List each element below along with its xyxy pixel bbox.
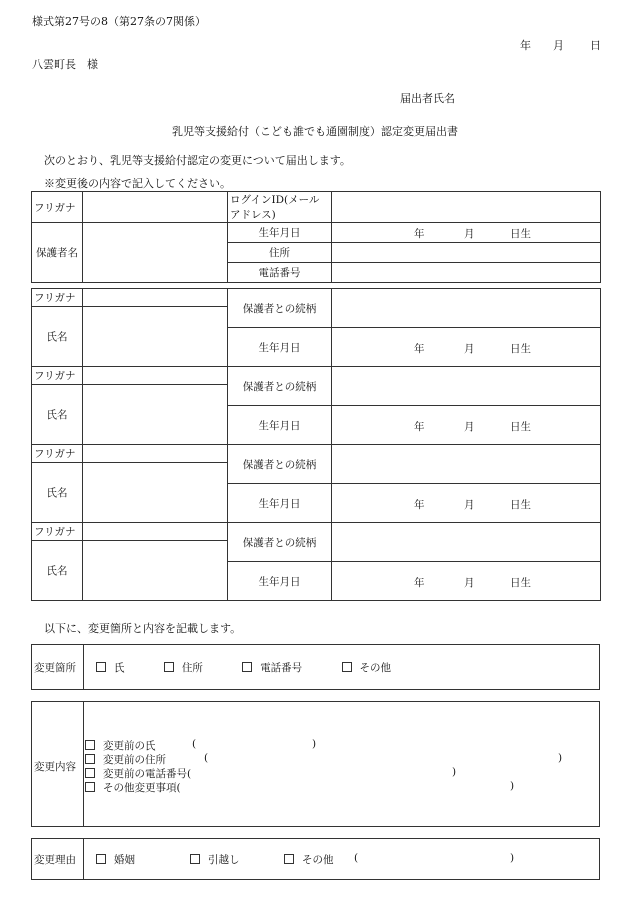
paren-open: (: [204, 752, 209, 764]
child-dob-day: 日生: [510, 499, 531, 511]
login-id-label: ログインID(メールアドレス): [228, 192, 332, 223]
reason-option-other[interactable]: その他: [284, 852, 334, 867]
checkbox-icon[interactable]: [85, 782, 95, 792]
child-furigana-field[interactable]: [83, 289, 228, 307]
checkbox-icon[interactable]: [342, 662, 352, 672]
child-dob-field[interactable]: [332, 406, 601, 445]
change-section-options: [96, 660, 427, 675]
child-dob-month: 月: [464, 577, 475, 589]
guardian-address-field[interactable]: [332, 243, 601, 263]
child-dob-year: 年: [414, 577, 425, 589]
guardian-furigana-field[interactable]: [83, 192, 228, 223]
child-dob-label: 生年月日: [228, 484, 332, 523]
child-dob-field[interactable]: [332, 484, 601, 523]
child-dob-month: 月: [464, 343, 475, 355]
child-relation-label: 保護者との続柄: [228, 523, 332, 562]
reason-option-move[interactable]: 引越し: [190, 852, 240, 867]
guardian-furigana-label: フリガナ: [32, 192, 83, 223]
child-dob-month: 月: [464, 421, 475, 433]
child-furigana-label: フリガナ: [32, 523, 83, 541]
checkbox-icon[interactable]: [190, 854, 200, 864]
child-dob-field[interactable]: [332, 328, 601, 367]
child-dob-label: 生年月日: [228, 562, 332, 601]
child-furigana-field[interactable]: [83, 523, 228, 541]
page-title: 乳児等支援給付（こども誰でも通園制度）認定変更届出書: [172, 125, 458, 138]
guardian-address-label: 住所: [228, 243, 332, 263]
child-furigana-label: フリガナ: [32, 289, 83, 307]
child-relation-field[interactable]: [332, 445, 601, 484]
checkbox-icon[interactable]: [96, 662, 106, 672]
guardian-name-label: 保護者名: [32, 223, 83, 283]
checkbox-icon[interactable]: [96, 854, 106, 864]
change-reason-box: [31, 838, 600, 880]
guardian-dob-year: 年: [414, 228, 425, 240]
option-name[interactable]: 氏: [96, 662, 125, 674]
child-name-label: 氏名: [32, 307, 83, 367]
note-text: ※変更後の内容で記入してください。: [44, 177, 231, 190]
form-number: 様式第27号の8（第27条の7関係）: [32, 15, 206, 28]
child-dob-year: 年: [414, 421, 425, 433]
guardian-dob-label: 生年月日: [228, 223, 332, 243]
paren-close: ): [558, 752, 563, 764]
change-section-label: 変更箇所: [34, 662, 76, 674]
child-name-label: 氏名: [32, 463, 83, 523]
child-dob-month: 月: [464, 499, 475, 511]
applicant-name-label: 届出者氏名: [400, 92, 455, 105]
guardian-dob-day: 日生: [510, 228, 531, 240]
checkbox-icon[interactable]: [164, 662, 174, 672]
child-dob-year: 年: [414, 499, 425, 511]
paren-close: ): [510, 852, 515, 864]
checkbox-icon[interactable]: [242, 662, 252, 672]
child-relation-field[interactable]: [332, 367, 601, 406]
guardian-name-field[interactable]: [83, 223, 228, 283]
paren-open: (: [354, 852, 359, 864]
child-furigana-label: フリガナ: [32, 367, 83, 385]
child-name-label: 氏名: [32, 385, 83, 445]
child-dob-label: 生年月日: [228, 328, 332, 367]
change-reason-label: 変更理由: [34, 854, 76, 866]
child-name-label: 氏名: [32, 541, 83, 601]
content-item-prev-address[interactable]: 変更前の住所: [85, 752, 166, 767]
checkbox-icon[interactable]: [85, 754, 95, 764]
checkbox-icon[interactable]: [85, 768, 95, 778]
changes-lead: 以下に、変更箇所と内容を記載します。: [44, 622, 242, 635]
option-other[interactable]: その他: [342, 662, 392, 674]
child-furigana-field[interactable]: [83, 367, 228, 385]
paren-close: ): [452, 766, 457, 778]
content-item-prev-phone[interactable]: 変更前の電話番号(: [85, 766, 191, 781]
child-name-field[interactable]: [83, 385, 228, 445]
child-relation-label: 保護者との続柄: [228, 289, 332, 328]
guardian-table: [31, 191, 601, 283]
child-furigana-field[interactable]: [83, 445, 228, 463]
checkbox-icon[interactable]: [284, 854, 294, 864]
reason-option-marriage[interactable]: 婚姻: [96, 852, 135, 867]
content-item-prev-name[interactable]: 変更前の氏: [85, 738, 156, 753]
date-year: 年: [520, 39, 531, 52]
date-month: 月: [553, 39, 564, 52]
children-table: [31, 288, 601, 601]
change-section-box: [31, 644, 600, 690]
addressee: 八雲町長 様: [32, 58, 98, 71]
child-dob-day: 日生: [510, 577, 531, 589]
paren-close: ): [312, 738, 317, 750]
guardian-dob-field[interactable]: [332, 223, 601, 243]
child-relation-label: 保護者との続柄: [228, 367, 332, 406]
child-relation-label: 保護者との続柄: [228, 445, 332, 484]
intro-text: 次のとおり、乳児等支援給付認定の変更について届出します。: [44, 154, 351, 167]
child-name-field[interactable]: [83, 463, 228, 523]
child-dob-year: 年: [414, 343, 425, 355]
child-relation-field[interactable]: [332, 289, 601, 328]
login-id-field[interactable]: [332, 192, 601, 223]
change-content-box: [31, 701, 600, 827]
guardian-phone-field[interactable]: [332, 263, 601, 283]
paren-close: ): [510, 780, 515, 792]
change-content-label: 変更内容: [34, 761, 76, 773]
checkbox-icon[interactable]: [85, 740, 95, 750]
paren-open: (: [192, 738, 197, 750]
child-furigana-label: フリガナ: [32, 445, 83, 463]
child-dob-day: 日生: [510, 343, 531, 355]
guardian-phone-label: 電話番号: [228, 263, 332, 283]
option-address[interactable]: 住所: [164, 662, 203, 674]
guardian-dob-month: 月: [464, 228, 475, 240]
child-dob-field[interactable]: [332, 562, 601, 601]
child-relation-field[interactable]: [332, 523, 601, 562]
child-dob-label: 生年月日: [228, 406, 332, 445]
content-item-other[interactable]: その他変更事項(: [85, 780, 181, 795]
child-name-field[interactable]: [83, 307, 228, 367]
child-name-field[interactable]: [83, 541, 228, 601]
date-day: 日: [590, 39, 601, 52]
child-dob-day: 日生: [510, 421, 531, 433]
option-phone[interactable]: 電話番号: [242, 662, 302, 674]
